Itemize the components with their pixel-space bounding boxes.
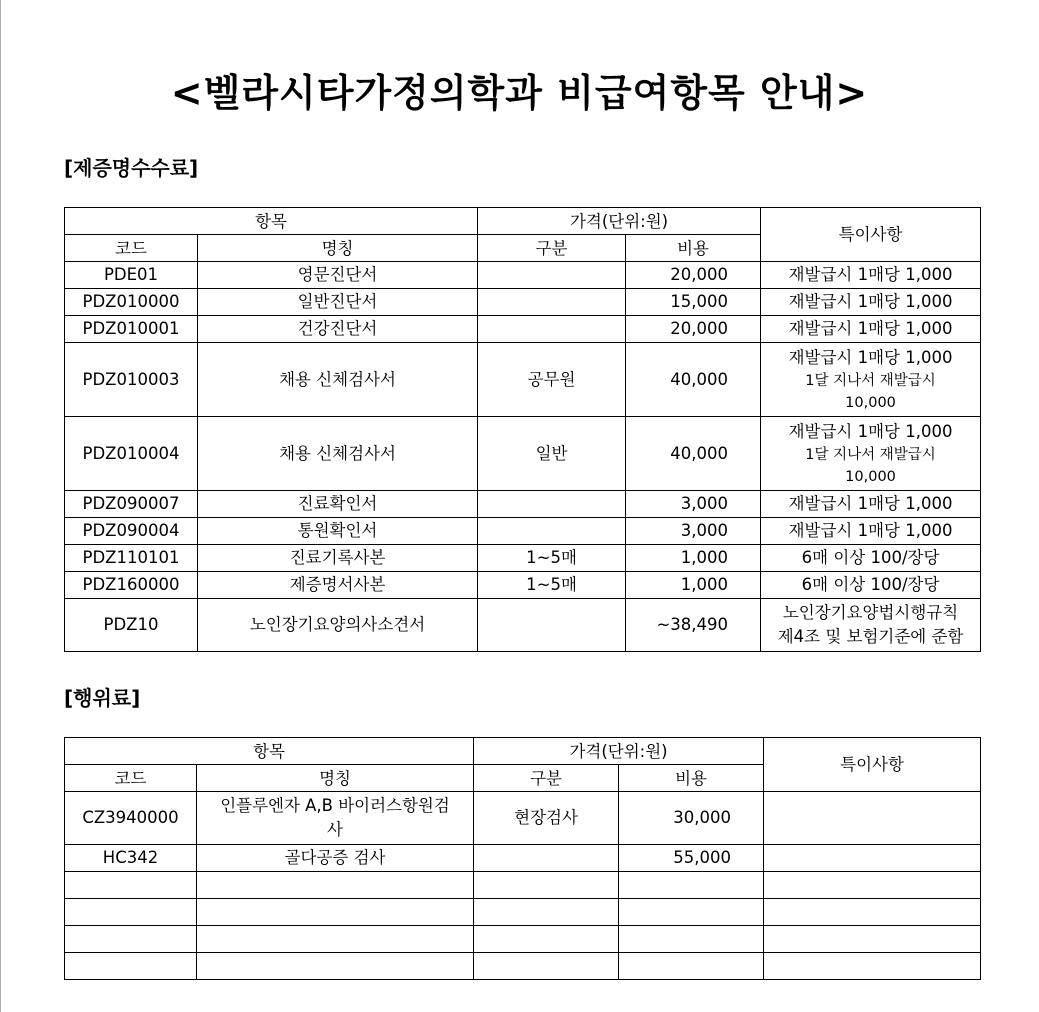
cell-name: 채용 신체검사서: [198, 343, 478, 417]
cell-cost: 30,000: [619, 792, 764, 845]
note-sub1: 1달 지나서 재발급시: [805, 446, 936, 463]
note-main: 재발급시 1매당 1,000: [788, 347, 953, 367]
empty-row: [65, 899, 981, 926]
cell-code: PDZ010003: [65, 343, 198, 417]
cell-category: 현장검사: [474, 792, 619, 845]
cell-note: [761, 343, 981, 417]
empty-row: [65, 953, 981, 980]
header-code: 코드: [65, 235, 198, 262]
empty-cell: [65, 899, 197, 926]
header-item: 항목: [65, 738, 474, 765]
cell-note: 6매 이상 100/장당: [761, 545, 981, 572]
empty-cell: [764, 926, 981, 953]
cell-category: [474, 845, 619, 872]
table-row: [65, 518, 981, 545]
empty-cell: [764, 899, 981, 926]
header-item: 항목: [65, 208, 478, 235]
empty-cell: [619, 872, 764, 899]
cell-name: 골다공증 검사: [197, 845, 474, 872]
cell-note: 재발급시 1매당 1,000: [761, 262, 981, 289]
cell-category: 1~5매: [478, 572, 626, 599]
cell-cost: 3,000: [626, 518, 761, 545]
cell-category: 일반: [478, 417, 626, 491]
cell-code: CZ3940000: [65, 792, 197, 845]
empty-cell: [764, 953, 981, 980]
cell-code: PDZ110101: [65, 545, 198, 572]
cell-name: 제증명서사본: [198, 572, 478, 599]
cell-code: PDZ160000: [65, 572, 198, 599]
empty-cell: [474, 899, 619, 926]
cell-category: [478, 599, 626, 652]
header-price-group: 가격(단위:원): [474, 738, 764, 765]
cell-note: [761, 599, 981, 652]
empty-cell: [474, 872, 619, 899]
cell-cost: 40,000: [626, 417, 761, 491]
certificate-fees-table: [64, 207, 981, 652]
cell-cost: ~38,490: [626, 599, 761, 652]
table-row: [65, 599, 981, 652]
table-row: [65, 792, 981, 845]
cell-code: PDE01: [65, 262, 198, 289]
cell-note: 재발급시 1매당 1,000: [761, 289, 981, 316]
cell-cost: 15,000: [626, 289, 761, 316]
table-row: [65, 343, 981, 417]
cell-category: [478, 289, 626, 316]
empty-cell: [197, 899, 474, 926]
name-line1: 인플루엔자 A,B 바이러스항원검: [220, 796, 450, 815]
table-row: [65, 289, 981, 316]
note-sub2: 10,000: [845, 394, 896, 411]
cell-name: 진료기록사본: [198, 545, 478, 572]
empty-cell: [197, 953, 474, 980]
cell-note: 재발급시 1매당 1,000: [761, 518, 981, 545]
empty-cell: [65, 926, 197, 953]
cell-category: 1~5매: [478, 545, 626, 572]
cell-note: 재발급시 1매당 1,000: [761, 491, 981, 518]
empty-cell: [65, 872, 197, 899]
cell-note: [761, 417, 981, 491]
header-note: 특이사항: [764, 738, 981, 792]
note-sub1: 제4조 및 보험기준에 준함: [777, 627, 964, 646]
cell-code: PDZ10: [65, 599, 198, 652]
cell-cost: 55,000: [619, 845, 764, 872]
header-cost: 비용: [626, 235, 761, 262]
cell-cost: 20,000: [626, 262, 761, 289]
header-name: 명칭: [197, 765, 474, 792]
table-row: [65, 491, 981, 518]
note-sub2: 10,000: [845, 468, 896, 485]
cell-code: PDZ010004: [65, 417, 198, 491]
procedure-fees-table: [64, 737, 981, 980]
cell-note: [764, 845, 981, 872]
name-line2: 사: [327, 820, 343, 839]
cell-name: 채용 신체검사서: [198, 417, 478, 491]
cell-name: [197, 792, 474, 845]
table-row: [65, 262, 981, 289]
cell-cost: 1,000: [626, 545, 761, 572]
header-price-group: 가격(단위:원): [478, 208, 761, 235]
cell-cost: 20,000: [626, 316, 761, 343]
cell-category: [478, 518, 626, 545]
note-main: 노인장기요양법시행규칙: [782, 603, 959, 622]
empty-row: [65, 926, 981, 953]
table-row: [65, 417, 981, 491]
cell-code: PDZ010001: [65, 316, 198, 343]
cell-code: PDZ010000: [65, 289, 198, 316]
table-row: [65, 545, 981, 572]
header-note: 특이사항: [761, 208, 981, 262]
cell-category: [478, 262, 626, 289]
empty-cell: [764, 872, 981, 899]
note-sub1: 1달 지나서 재발급시: [805, 372, 936, 389]
cell-name: 통원확인서: [198, 518, 478, 545]
table-row: [65, 845, 981, 872]
header-name: 명칭: [198, 235, 478, 262]
cell-name: 진료확인서: [198, 491, 478, 518]
note-main: 재발급시 1매당 1,000: [788, 421, 953, 441]
cell-name: 노인장기요양의사소견서: [198, 599, 478, 652]
header-code: 코드: [65, 765, 197, 792]
page-title: <벨라시타가정의학과 비급여항목 안내>: [170, 71, 869, 115]
cell-cost: 1,000: [626, 572, 761, 599]
cell-name: 건강진단서: [198, 316, 478, 343]
cell-code: PDZ090004: [65, 518, 198, 545]
empty-cell: [197, 872, 474, 899]
empty-cell: [474, 953, 619, 980]
page-left-border: [0, 0, 1, 1012]
cell-cost: 40,000: [626, 343, 761, 417]
empty-cell: [619, 953, 764, 980]
table-row: [65, 572, 981, 599]
section-heading-procedure-fees: [행위료]: [64, 686, 141, 710]
cell-category: [478, 491, 626, 518]
empty-cell: [474, 926, 619, 953]
empty-cell: [619, 899, 764, 926]
cell-note: 재발급시 1매당 1,000: [761, 316, 981, 343]
cell-category: 공무원: [478, 343, 626, 417]
empty-cell: [65, 953, 197, 980]
cell-code: HC342: [65, 845, 197, 872]
table-row: [65, 316, 981, 343]
header-category: 구분: [474, 765, 619, 792]
cell-note: 6매 이상 100/장당: [761, 572, 981, 599]
cell-category: [478, 316, 626, 343]
section-heading-certificate-fees: [제증명수수료]: [64, 156, 199, 180]
cell-cost: 3,000: [626, 491, 761, 518]
empty-cell: [197, 926, 474, 953]
cell-code: PDZ090007: [65, 491, 198, 518]
cell-note: [764, 792, 981, 845]
empty-cell: [619, 926, 764, 953]
header-cost: 비용: [619, 765, 764, 792]
cell-name: 일반진단서: [198, 289, 478, 316]
cell-name: 영문진단서: [198, 262, 478, 289]
header-category: 구분: [478, 235, 626, 262]
empty-row: [65, 872, 981, 899]
